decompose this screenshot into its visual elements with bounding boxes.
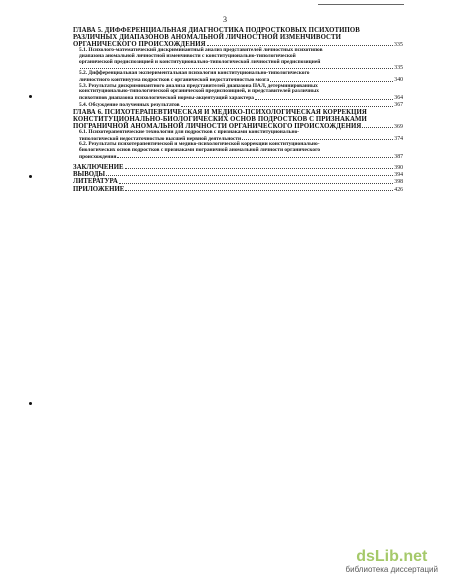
margin-bullet	[29, 95, 32, 98]
toc-page-number: 426	[394, 186, 403, 193]
toc-page-number: 398	[394, 179, 403, 186]
margin-bullet	[29, 175, 32, 178]
toc-entry-line: 5.3. Результаты дискриминантного анализа представителей диапазона ПАЛ, детерминированных	[79, 82, 318, 89]
toc-page-number: 394	[394, 172, 403, 179]
toc-entry	[73, 171, 403, 178]
toc-leader-dots	[270, 81, 393, 82]
toc-entry-row	[73, 154, 403, 161]
toc-entry-row	[73, 186, 403, 193]
toc-entry-title: психотипов диапазона психологической нормы-акцентуаций характера	[79, 95, 254, 102]
toc-entry-title: ЗАКЛЮЧЕНИЕ	[73, 164, 124, 172]
toc-entry	[73, 102, 403, 109]
toc-entry-line: КОНСТИТУЦИОНАЛЬНО-БИОЛОГИЧЕСКИХ ОСНОВ ПОДРОСТКОВ С ПРИЗНАКАМИ	[73, 115, 367, 123]
toc-entry-line: биологических основ подростков с признаками пограничной аномальной личности органического	[79, 146, 321, 153]
toc-entry	[73, 164, 403, 171]
toc-entry-line: ГЛАВА 6. ПСИХОТЕРАПЕВТИЧЕСКАЯ И МЕДИКО-ПСИХОЛОГИЧЕСКАЯ КОРРЕКЦИЯ	[73, 108, 367, 116]
toc-leader-dots	[119, 183, 394, 184]
toc-page-number: 390	[394, 165, 403, 172]
watermark-logo: dsLib.net	[356, 548, 428, 565]
toc-page-number: 369	[394, 123, 403, 130]
toc-entry-line: 6.2. Результаты психотерапевтической и медико-психологической коррекции конституционально-	[79, 141, 320, 148]
toc-entry	[73, 142, 403, 160]
toc-entry-line: РАЗЛИЧНЫХ ДИАПАЗОНОВ АНОМАЛЬНОЙ ЛИЧНОСТНОЙ ИЗМЕНЧИВОСТИ	[73, 34, 342, 42]
toc-entry-line: ГЛАВА 5. ДИФФЕРЕНЦИАЛЬНАЯ ДИАГНОСТИКА ПОДРОСТКОВЫХ ПСИХОТИПОВ	[73, 27, 360, 34]
toc-leader-dots	[106, 175, 393, 176]
toc-entry-title: 5.4. Обсуждение полученных результатов	[79, 101, 180, 108]
toc-leader-dots	[117, 157, 393, 158]
toc-entry-row	[73, 178, 403, 185]
toc-entry-title: ПОГРАНИЧНОЙ АНОМАЛЬНОЙ ЛИЧНОСТИ ОРГАНИЧЕСКОГО ПРОИСХОЖДЕНИЯ	[73, 122, 362, 130]
toc-entry	[73, 109, 403, 130]
toc-entry-title: ПРИЛОЖЕНИЕ	[73, 185, 125, 193]
toc-entry-line: конституционально-типологической органической предиспозицией, и представителей различных	[79, 88, 319, 95]
toc-entry	[73, 186, 403, 193]
toc-entry-row	[73, 171, 403, 178]
toc-leader-dots	[181, 106, 394, 107]
toc-entry	[73, 48, 403, 71]
toc-entry-line: 5.1. Психолого-математический дискриминантный анализ представителей личностных психотипов	[79, 47, 323, 54]
page-number: 3	[223, 15, 227, 24]
toc-entry	[73, 84, 403, 102]
toc-entry-line: 6.1. Психотерапевтические технологии для подростков с признаками конституционально-	[79, 128, 300, 135]
toc-page-number: 367	[394, 101, 403, 108]
toc-page-number: 387	[394, 153, 403, 160]
toc-entry-line: 5.2. Дифференциальная экспериментальная психология конституционально-типологического	[79, 70, 310, 77]
toc-page-number: 335	[394, 65, 403, 72]
toc-entry	[73, 27, 403, 48]
toc-entry-line: диапазона аномальной личностной изменчивости с конституционально-типологической	[79, 53, 296, 60]
toc-entry-title: ЛИТЕРАТУРА	[73, 178, 118, 186]
watermark	[346, 548, 438, 574]
toc-entry-row	[73, 164, 403, 171]
toc-leader-dots	[125, 190, 393, 191]
toc-page-number: 364	[394, 95, 403, 102]
toc-entry-row	[73, 95, 403, 102]
toc-entry-title: ВЫВОДЫ	[73, 171, 106, 179]
table-of-contents	[73, 27, 403, 193]
scan-top-line	[318, 4, 404, 5]
toc-page-number: 335	[394, 42, 403, 49]
toc-leader-dots	[125, 168, 394, 169]
toc-entry	[73, 178, 403, 185]
toc-entry-title: типологической недостаточностью высшей нервной деятельности	[79, 135, 242, 142]
toc-entry	[73, 71, 403, 83]
toc-page-number: 374	[394, 135, 403, 142]
toc-entry-line: органической предиспозицией и конституционально-типологической личностной предиспозицией	[79, 58, 321, 65]
toc-entry-title: личностного континуума подростков с органической недостаточностью мозга	[79, 77, 270, 84]
toc-leader-dots	[362, 127, 393, 128]
toc-entry-row	[73, 102, 403, 109]
toc-entry-title: происхождения	[79, 153, 117, 160]
toc-leader-dots	[255, 99, 393, 100]
toc-entry-title: ОРГАНИЧЕСКОГО ПРОИСХОЖДЕНИЯ	[73, 41, 206, 49]
toc-page-number: 340	[394, 77, 403, 84]
watermark-subtitle: библиотека диссертаций	[345, 565, 438, 574]
margin-bullet	[29, 402, 32, 405]
